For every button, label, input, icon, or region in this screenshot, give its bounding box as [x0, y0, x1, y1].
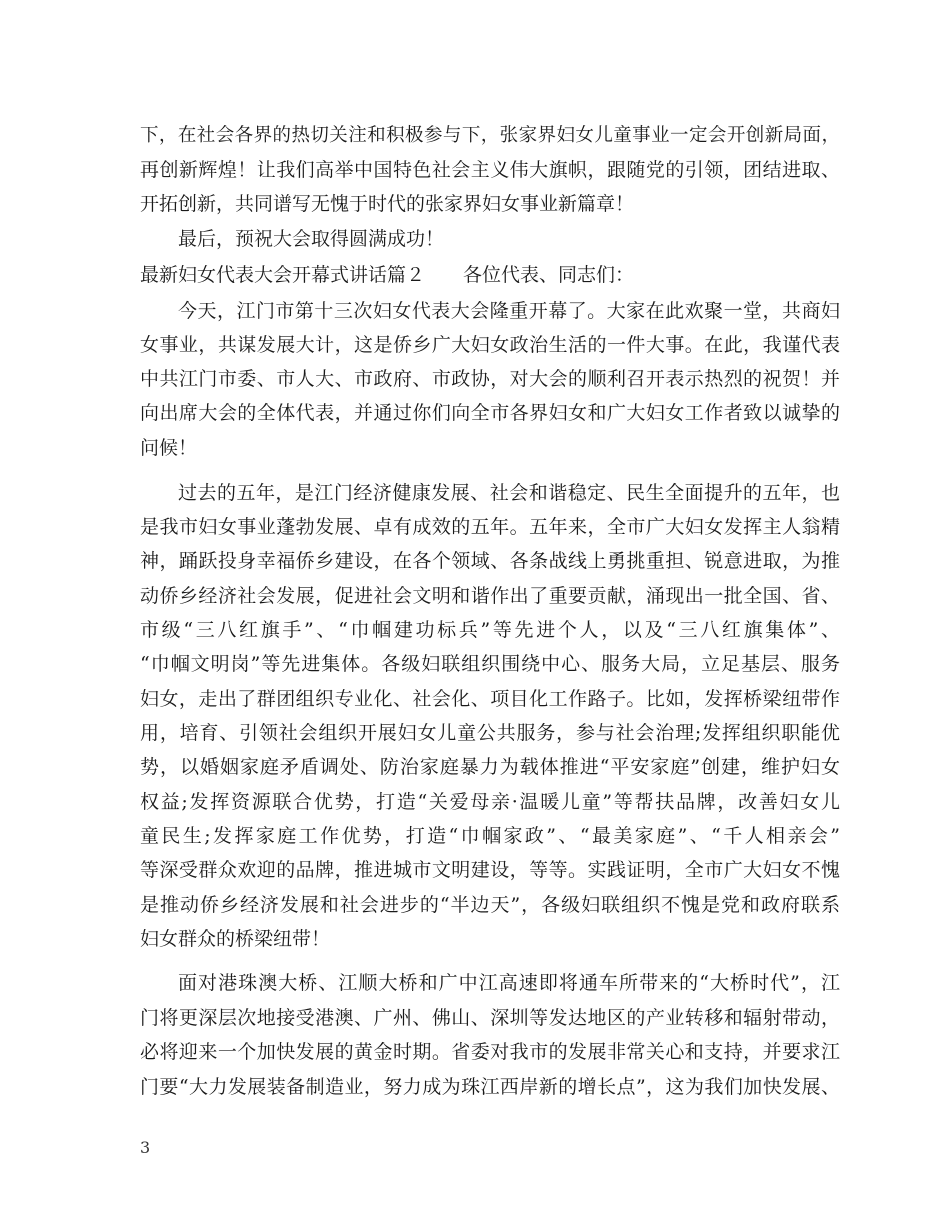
text-line: 开拓创新，共同谱写无愧于时代的张家界妇女事业新篇章！ — [140, 193, 635, 215]
text-line: 向出席大会的全体代表，并通过你们向全市各界妇女和广大妇女工作者致以诚挚的 — [140, 402, 840, 424]
text-line: 女事业，共谋发展大计，这是侨乡广大妇女政治生活的一件大事。在此，我谨代表 — [140, 334, 840, 356]
text-line: 是推动侨乡经济发展和社会进步的“半边天”，各级妇联组织不愧是党和政府联系 — [140, 894, 840, 916]
text-line: 市级“三八红旗手”、“巾帼建功标兵”等先进个人，以及“三八红旗集体”、 — [140, 619, 840, 641]
text-line: “巾帼文明岗”等先进集体。各级妇联组织围绕中心、服务大局，立足基层、服务 — [140, 653, 840, 675]
text-line: 面对港珠澳大桥、江顺大桥和广中江高速即将通车所带来的“大桥时代”，江 — [178, 972, 840, 994]
text-line: 童民生;发挥家庭工作优势，打造“巾帼家政”、“最美家庭”、“千人相亲会” — [140, 825, 840, 847]
section-title: 最新妇女代表大会开幕式讲话篇２ — [140, 264, 426, 286]
text-line: 门要“大力发展装备制造业，努力成为珠江西岸新的增长点”，这为我们加快发展、 — [140, 1076, 840, 1098]
text-line: 妇女群众的桥梁纽带！ — [140, 928, 331, 950]
text-line: 势，以婚姻家庭矛盾调处、防治家庭暴力为载体推进“平安家庭”创建，维护妇女 — [140, 756, 840, 778]
text-line: 下，在社会各界的热切关注和积极参与下，张家界妇女儿童事业一定会开创新局面， — [140, 125, 840, 146]
text-line: 今天，江门市第十三次妇女代表大会隆重开幕了。大家在此欢聚一堂，共商妇 — [178, 300, 840, 322]
text-line: 神，踊跃投身幸福侨乡建设，在各个领域、各条战线上勇挑重担、锐意进取，为推 — [140, 550, 840, 572]
text-line: 等深受群众欢迎的品牌，推进城市文明建设，等等。实践证明，全市广大妇女不愧 — [140, 859, 840, 881]
text-line: 妇女，走出了群团组织专业化、社会化、项目化工作路子。比如，发挥桥梁纽带作 — [140, 688, 840, 710]
text-line: 问候！ — [140, 437, 198, 459]
text-line: 过去的五年，是江门经济健康发展、社会和谐稳定、民生全面提升的五年，也 — [178, 482, 840, 504]
text-line: 动侨乡经济社会发展，促进社会文明和谐作出了重要贡献，涌现出一批全国、省、 — [140, 585, 840, 607]
text-line: 中共江门市委、市人大、市政府、市政协，对大会的顺利召开表示热烈的祝贺！并 — [140, 368, 840, 390]
text-line: 用，培育、引领社会组织开展妇女儿童公共服务，参与社会治理;发挥组织职能优 — [140, 722, 840, 744]
text-line: 权益;发挥资源联合优势，打造“关爱母亲·温暖儿童”等帮扶品牌，改善妇女儿 — [140, 791, 840, 813]
text-line: 门将更深层次地接受港澳、广州、佛山、深圳等发达地区的产业转移和辐射带动， — [140, 1007, 840, 1029]
text-line: 必将迎来一个加快发展的黄金时期。省委对我市的发展非常关心和支持，并要求江 — [140, 1041, 840, 1063]
page-number: 3 — [140, 1138, 151, 1157]
text-line: 最后，预祝大会取得圆满成功！ — [178, 228, 445, 250]
text-line: 是我市妇女事业蓬勃发展、卓有成效的五年。五年来，全市广大妇女发挥主人翁精 — [140, 516, 840, 538]
text-line: 再创新辉煌！让我们高举中国特色社会主义伟大旗帜，跟随党的引领，团结进取、 — [140, 159, 840, 181]
section-heading — [140, 260, 840, 290]
salutation: 各位代表、同志们： — [463, 264, 635, 286]
